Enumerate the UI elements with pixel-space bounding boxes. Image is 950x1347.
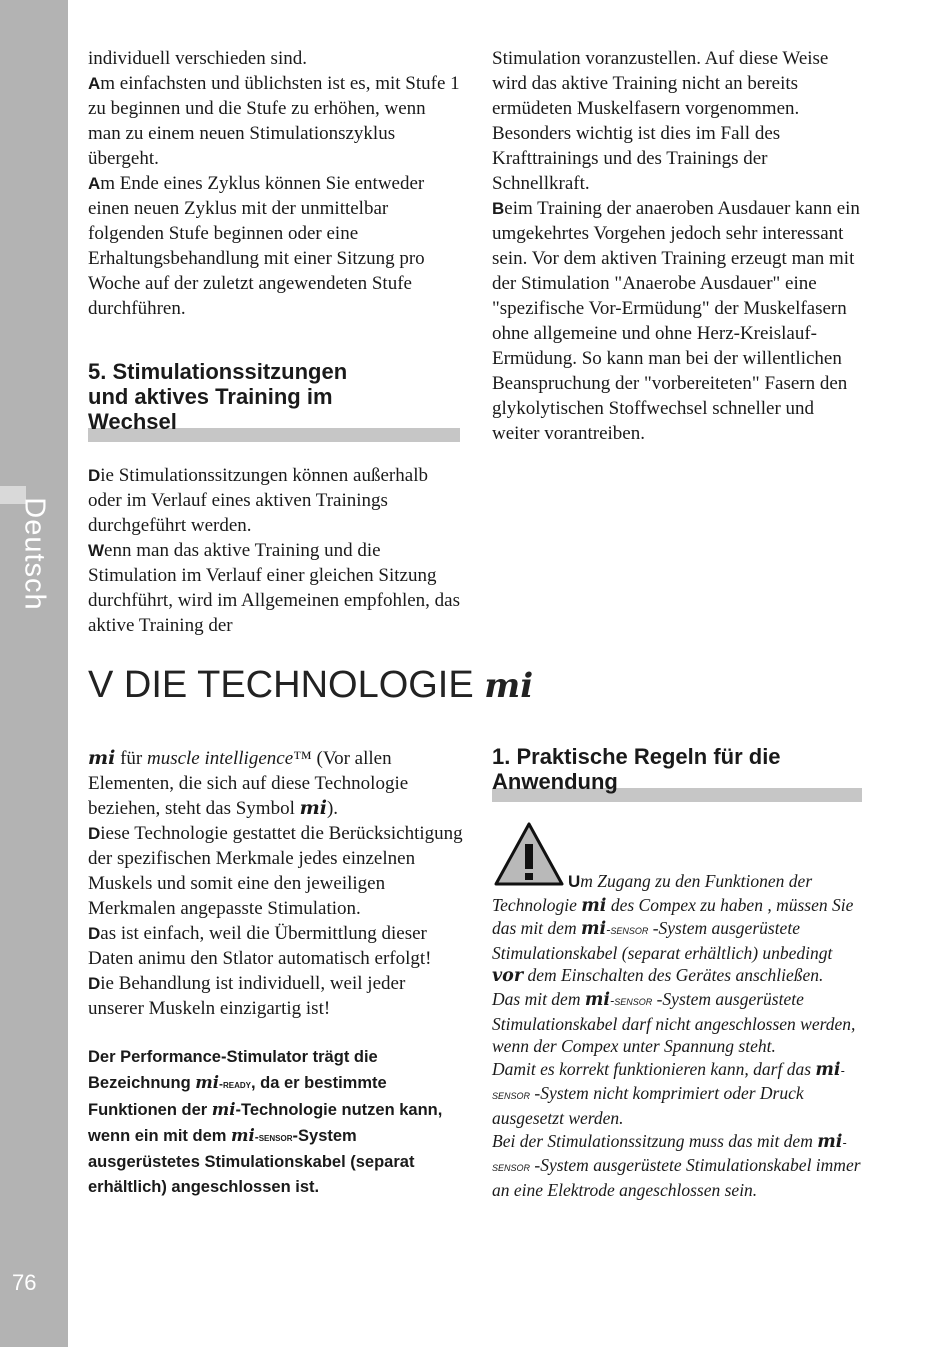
warning-text (492, 870, 864, 1201)
drop-initial: D (88, 924, 101, 943)
text: -System ausgerüstete Stimulationskabel (separat erhältlich) unbedingt (492, 918, 833, 963)
small-caps-text: -sensor (492, 1135, 847, 1175)
mi-symbol: mi (211, 1100, 236, 1119)
paragraph-text: ie Stimulationssitzungen können außerhalb oder im Verlauf eines aktiven Trainings durchgeführt werden. (88, 465, 428, 536)
mi-symbol: mi (231, 1126, 255, 1145)
small-caps-text: -sensor (254, 1130, 293, 1144)
heading-line: Anwendung (492, 769, 618, 794)
heading-line: Wechsel (88, 409, 177, 434)
paragraph (492, 870, 864, 988)
paragraph-text: eim Training der anaeroben Ausdauer kann ein umgekehrtes Vorgehen jedoch sehr interessant sein. Vor dem aktiven Training erzeugt man mit der Stimulation "Anaerobe Ausdauer" eine "spezifische Vor-Ermüdung" der Muskelfasern ohne allgemeine und ohne Herz-Kreislauf-Ermüdung. So kann man bei der willentlichen Beanspruchung der "vorbereiteten" Fasern den glykolytischen Stoffwechsel schneller und weiter vorantreiben. (492, 198, 860, 444)
mi-symbol: mi (584, 989, 611, 1010)
text: -System ausgerüstete Stimulationskabel immer an eine Elektrode angeschlossen sein. (492, 1155, 861, 1200)
text: für (115, 748, 147, 769)
paragraph (88, 971, 463, 1021)
paragraph-text: as ist einfach, weil die Übermittlung dieser Daten animu den Stlator automatisch erfolgt! (88, 923, 432, 969)
paragraph (88, 821, 463, 921)
text: Damit es korrekt funktionieren kann, darf das (492, 1058, 816, 1079)
drop-initial: A (88, 174, 101, 193)
text: , da er bestimmte Funktionen der (88, 1074, 387, 1119)
paragraph (88, 71, 460, 171)
text: dem Einschalten des Gerätes anschließen. (523, 965, 824, 986)
mi-symbol: mi (817, 1131, 843, 1152)
drop-initial: D (88, 824, 101, 843)
bold-text: vor (492, 966, 524, 987)
paragraph (492, 1130, 864, 1202)
mi-symbol: mi (88, 747, 116, 769)
paragraph-text: enn man das aktive Training und die Stimulation im Verlauf einer gleichen Sitzung durchführt, wird im Allgemeinen empfohlen, das aktive Training der (88, 540, 460, 636)
small-caps-text: -sensor (610, 993, 653, 1008)
drop-initial: W (88, 541, 105, 560)
drop-initial: A (88, 74, 101, 93)
paragraph (492, 988, 864, 1058)
text: Das mit dem (492, 988, 585, 1009)
left-column-top (88, 46, 460, 638)
drop-initial: U (568, 872, 581, 891)
text: -System ausgerüstete Stimulationskabel darf nicht angeschlossen werden, wenn der Compex unter Spannung steht. (492, 988, 856, 1057)
drop-initial: B (492, 199, 505, 218)
text: des Compex zu haben , müssen Sie das mit dem (492, 894, 854, 939)
text: -System nicht komprimiert oder Druck ausgesetzt werden. (492, 1083, 804, 1128)
heading-line: 1. Praktische Regeln für die (492, 744, 781, 769)
heading-line: 5. Stimulationssitzungen (88, 359, 348, 384)
paragraph (492, 196, 864, 446)
mi-symbol: mi (195, 1073, 219, 1092)
paragraph (88, 538, 460, 638)
left-column-bottom (88, 746, 463, 1200)
chapter-title-text: V DIE TECHNOLOGIE (88, 664, 474, 706)
section-heading (492, 744, 862, 794)
paragraph: individuell verschieden sind. (88, 48, 307, 69)
small-caps-text: -sensor (606, 923, 649, 938)
paragraph (88, 921, 463, 971)
page-number: 76 (12, 1270, 37, 1295)
paragraph-text: ie Behandlung ist individuell, weil jeder unserer Muskeln einzigartig ist! (88, 973, 406, 1019)
paragraph (88, 746, 463, 821)
chapter-title (88, 664, 533, 707)
paragraph (88, 171, 460, 321)
paragraph: Stimulation voranzustellen. Auf diese Weise wird das aktive Training nicht an bereits ermüdeten Muskelfasern vorgenommen. Besonders wichtig ist dies im Fall des Krafttrainings und des Trainings der Schnellkraft. (492, 48, 829, 194)
text: ). (326, 798, 339, 819)
drop-initial: D (88, 466, 101, 485)
heading-line: und aktives Training im (88, 384, 333, 409)
text: m Zugang zu den Funktionen der Technologie (492, 871, 813, 915)
text: -Technologie nutzen kann, wenn ein mit dem (88, 1101, 443, 1145)
sidebar-band (0, 0, 68, 1347)
italic-text: muscle intelligence (146, 748, 294, 769)
paragraph-text: m Ende eines Zyklus können Sie entweder einen neuen Zyklus mit der unmittelbar folgenden Stufe beginnen oder eine Erhaltungsbehandlung mit einer Sitzung pro Woche auf der zuletzt angewendeten Stufe durchführen. (88, 173, 425, 319)
mi-symbol: mi (484, 666, 534, 706)
paragraph-text: m einfachsten und üblichsten ist es, mit Stufe 1 zu beginnen und die Stufe zu erhöhen, wenn man zu einem neuen Stimulationszyklus übergeht. (88, 73, 460, 169)
bold-note (88, 1045, 463, 1200)
text: ™ (Vor allen Elementen, die sich auf diese Technologie beziehen, steht das Symbol (88, 748, 409, 819)
drop-initial: D (88, 974, 101, 993)
paragraph-text: iese Technologie gestattet die Berücksichtigung der spezifischen Merkmale jedes einzelnen Muskels und somit eine den jeweiligen Merkmalen angepasste Stimulation. (88, 823, 463, 919)
section-heading (88, 359, 460, 434)
small-caps-text: -ready (219, 1077, 251, 1091)
text: Bei der Stimulationssitzung muss das mit dem (492, 1130, 818, 1151)
paragraph (492, 1058, 864, 1130)
mi-symbol: mi (299, 797, 327, 819)
language-label: Deutsch (18, 497, 51, 611)
right-column-bottom (492, 744, 862, 794)
mi-symbol: mi (580, 919, 607, 940)
text: -System ausgerüstetes Stimulationskabel (separat erhältlich) angeschlossen ist. (88, 1127, 415, 1196)
right-column-top (492, 46, 864, 446)
mi-symbol: mi (815, 1059, 841, 1080)
paragraph (88, 463, 460, 538)
mi-symbol: mi (581, 895, 607, 916)
small-caps-text: -sensor (492, 1063, 845, 1103)
text: Der Performance-Stimulator trägt die Bezeichnung (88, 1048, 378, 1092)
